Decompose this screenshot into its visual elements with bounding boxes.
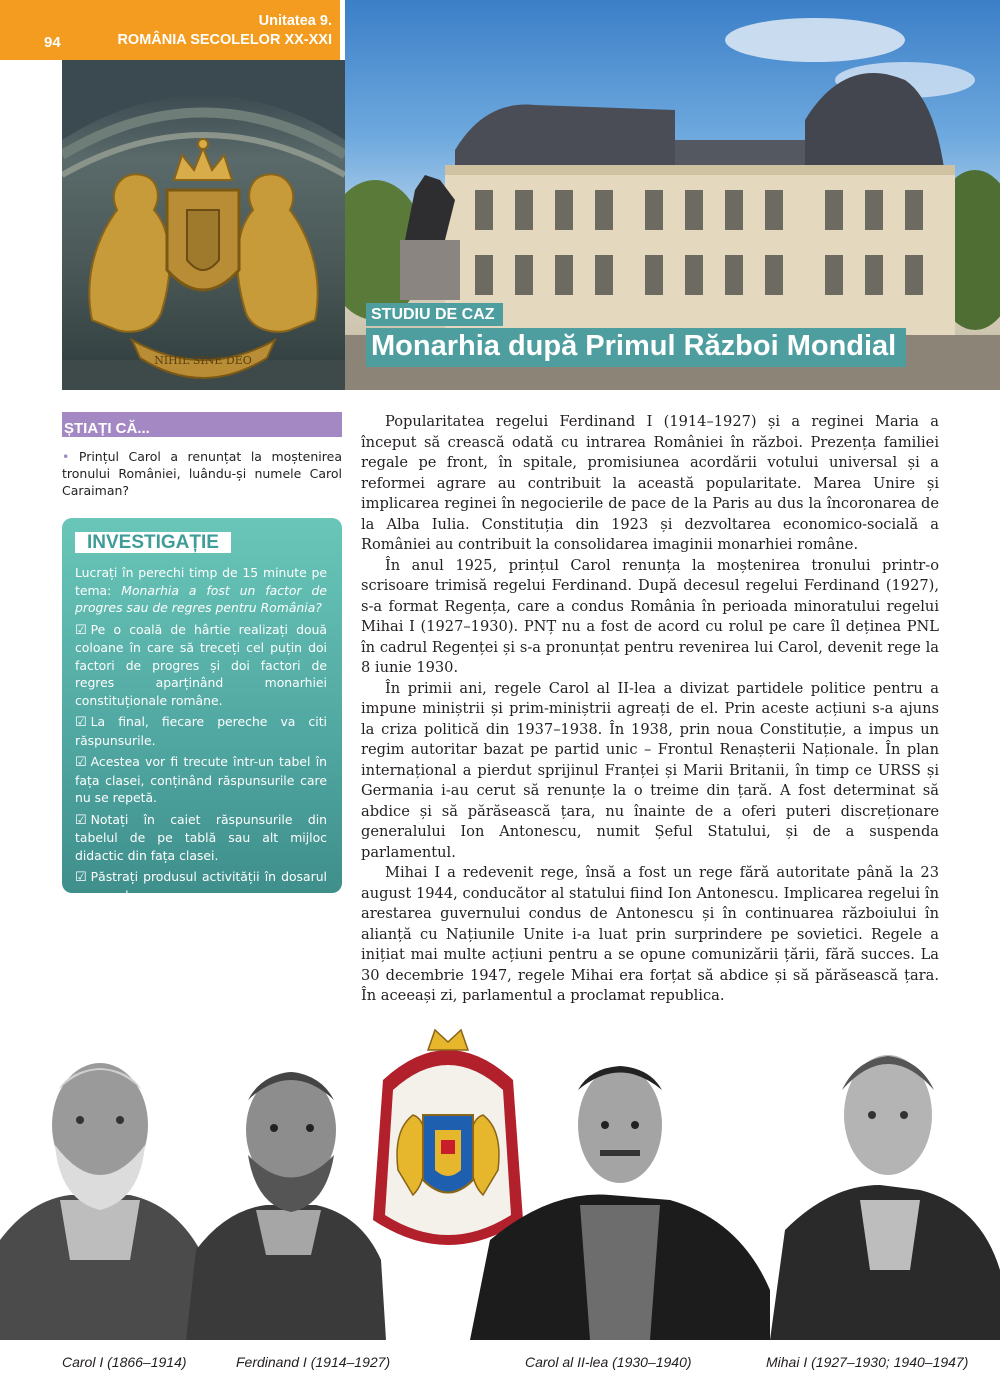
investigation-box [62, 518, 342, 903]
article-paragraph: În anul 1925, prințul Carol renunța la moștenirea tronului printr-o scrisoare trimisă regelui Ferdinand. După decesul regelui Ferdinand (1927), s-a format Regența, care a condus România în perioada minoratului regelui Mihai I (1927–1930). PNȚ nu a fost de acord cu rolul pe care îl deținea PNL în cadrul Regenței și s-a pronunțat pentru revenirea lui Carol, devenit rege la 8 iunie 1930. [361, 556, 939, 676]
did-you-know-title: ȘTIAȚI CĂ... [64, 420, 150, 437]
portrait-carol-i [0, 1030, 200, 1340]
investigation-step [75, 868, 327, 904]
checkbox-icon: ☑ [75, 755, 87, 770]
checkbox-icon: ☑ [75, 812, 87, 828]
did-you-know-box [62, 448, 342, 499]
coat-motto-text: NIHIL SINE DEO [154, 354, 252, 367]
checkbox-icon: ☑ [75, 715, 87, 730]
investigation-step-text: Pe o coală de hârtie realizați două coloane în care să treceți cel puțin doi factori de progres și doi factori de regres aparținând monarhiei constituționale române. [75, 621, 327, 708]
investigation-step-text: Păstrați produsul activității în dosarul personal. [75, 869, 327, 903]
did-you-know-text: Prințul Carol a renunțat la moștenirea tronului României, luându-și numele Carol Caraiman? [62, 449, 342, 498]
investigation-step [75, 713, 327, 749]
investigation-step-text: La final, fiecare pereche va citi răspunsurile. [75, 714, 327, 748]
investigation-body [75, 564, 327, 908]
investigation-topic: Monarhia a fost un factor de progres sau de regres pentru România? [75, 582, 327, 615]
portrait-mihai-i [770, 1020, 1000, 1340]
investigation-intro [75, 564, 327, 617]
unit-title-line1: Unitatea 9. [258, 13, 332, 29]
unit-header-tab [0, 0, 340, 60]
investigation-title: INVESTIGAȚIE [75, 532, 231, 553]
investigation-step-text: Acestea vor fi trecute într-un tabel în fața clasei, conținând răspunsurile care nu se repetă. [75, 754, 327, 805]
case-study-banner [366, 303, 906, 367]
case-study-label: STUDIU DE CAZ [366, 303, 503, 326]
caption-carol-ii: Carol al II-lea (1930–1940) [525, 1354, 692, 1370]
portrait-carol-ii [470, 1030, 770, 1340]
article-paragraph: Popularitatea regelui Ferdinand I (1914–1927) și a reginei Maria a început să crească odată cu intrarea României în război. Prezența familiei regale pe front, în spitale, promisiunea acordării votului universal și a reformei agrare au contribuit la această popularitate. Marea Unire și implicarea reginei în negocierile de pace de la Paris au dus la încoronarea de la Alba Iulia. Constituția din 1923 și dezvoltarea economico-socială a României au contribuit la consolidarea imaginii monarhiei române. [361, 413, 939, 553]
unit-title [117, 12, 332, 50]
page-number: 94 [44, 34, 61, 51]
investigation-step [75, 753, 327, 807]
investigation-intro-text: Lucrați în perechi timp de 15 minute pe tema: [75, 565, 327, 598]
article-paragraph: În primii ani, regele Carol al II-lea a divizat partidele politice pentru a impune miniștrii și prim-miniștrii agreați de el. Prin aceste acțiuni s-a ajuns la criza politică din 1937–1938. În 1938, prin noua Constituție, a impus un regim autoritar bazat pe partid unic – Frontul Renașterii Naționale. În plan internațional a pierdut sprijinul Franței și Marii Britanii, în timp ce URSS și Germania i-au cerut să renunțe la o treime din țară. A fost determinat să abdice și să părăsească țara, nu înainte de a oferi puteri discreționare generalului Ion Antonescu, numit Șeful Statului, și de a suspenda parlamentul. [361, 679, 939, 861]
investigation-step [75, 811, 327, 865]
caption-mihai-i: Mihai I (1927–1930; 1940–1947) [766, 1354, 969, 1370]
checkbox-icon: ☑ [75, 622, 87, 638]
portrait-ferdinand-i [186, 1030, 386, 1340]
checkbox-icon: ☑ [75, 870, 87, 885]
caption-ferdinand-i: Ferdinand I (1914–1927) [236, 1354, 391, 1370]
case-study-title: Monarhia după Primul Război Mondial [366, 328, 906, 367]
did-you-know-header [62, 412, 342, 437]
coat-of-arms-photo [62, 60, 345, 390]
investigation-step [75, 621, 327, 710]
unit-title-line2: ROMÂNIA SECOLELOR XX-XXI [117, 32, 332, 48]
caption-carol-i: Carol I (1866–1914) [62, 1354, 187, 1370]
investigation-step-text: Notați în caiet răspunsurile din tabelul de pe tablă sau alt mijloc didactic din fața clasei. [75, 811, 327, 863]
article-paragraph: Mihai I a redevenit rege, însă a fost un rege fără autoritate până la 23 august 1944, conducător al statului fiind Ion Antonescu. Implicarea regelui în arestarea guvernului condus de Antonescu și în continuarea războiului în alianță cu Națiunile Unite i-a luat prin surprindere pe sovietici. Regele a inițiat mai multe acțiuni pentru a se opune comunizării țării, fără succes. La 30 decembrie 1947, regele Mihai era forțat să abdice și să părăsească țara. În aceeași zi, parlamentul a proclamat republica. [361, 864, 939, 1004]
bullet-icon: • [62, 449, 70, 464]
main-article [361, 412, 939, 1007]
